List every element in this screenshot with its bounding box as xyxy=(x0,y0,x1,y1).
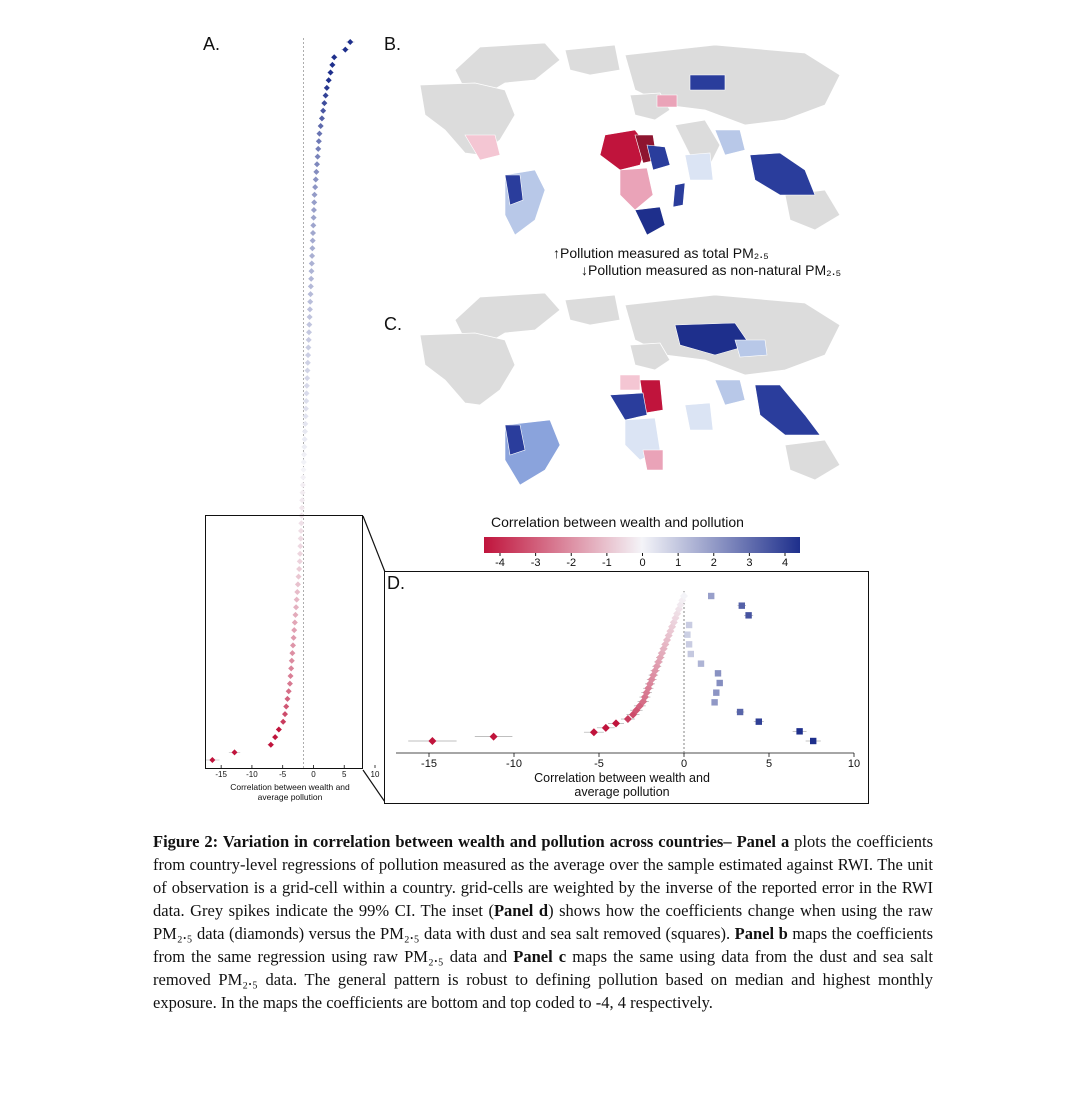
panel-d-square xyxy=(737,709,743,715)
panel-d-square xyxy=(810,738,816,744)
panel-a-point xyxy=(328,70,334,76)
panel-d-square xyxy=(756,718,762,724)
panel-d-square xyxy=(796,728,802,734)
panel-a-point xyxy=(307,299,313,305)
panel-a-point xyxy=(300,467,306,473)
panel-a-point xyxy=(308,276,314,282)
legend-tick-label: -4 xyxy=(495,557,505,569)
panel-a-point xyxy=(301,459,307,465)
panel-a-point xyxy=(313,169,319,175)
panel-a-point xyxy=(312,192,318,198)
panel-a-point xyxy=(301,451,307,457)
caption-panel-c: Panel c xyxy=(513,947,567,966)
map-b xyxy=(385,35,860,255)
panel-a-point xyxy=(314,161,320,167)
panel-d-xlabel: Correlation between wealth and average pollution xyxy=(534,771,710,799)
panel-a-point xyxy=(331,54,337,60)
panel-a-point xyxy=(308,283,314,289)
caption-panel-a: Panel a xyxy=(736,832,790,851)
panel-a-point xyxy=(302,429,308,435)
panel-a-point xyxy=(300,474,306,480)
panel-a-point xyxy=(304,367,310,373)
panel-d-square xyxy=(688,651,694,657)
legend-tick-label: 0 xyxy=(639,557,646,569)
legend-tick-label: 1 xyxy=(675,557,682,569)
legend-tick-label: -2 xyxy=(566,557,577,569)
panel-a-point xyxy=(315,154,321,160)
legend-tick-label: 3 xyxy=(746,557,753,569)
panel-a-point xyxy=(306,322,312,328)
panel-a-point xyxy=(315,146,321,152)
panel-a-point xyxy=(310,230,316,236)
panel-a-tick-label: -5 xyxy=(279,770,287,779)
panel-a-tick-label: 0 xyxy=(311,770,316,779)
panel-c-letter: C. xyxy=(384,314,402,334)
panel-d-tick-label: -15 xyxy=(421,758,437,770)
panel-a-point xyxy=(326,77,332,83)
panel-a-point xyxy=(320,108,326,114)
panel-a-point xyxy=(313,176,319,182)
panel-a-point xyxy=(305,360,311,366)
panel-a-point xyxy=(310,238,316,244)
caption-panel-b: Panel b xyxy=(734,924,788,943)
legend-colorbar xyxy=(484,537,800,553)
legend-tick-label: -3 xyxy=(530,557,541,569)
panel-d-square xyxy=(698,660,704,666)
panel-d-diamond xyxy=(612,719,620,727)
panel-d-tick-label: 0 xyxy=(680,758,688,770)
panel-a-point xyxy=(305,345,311,351)
panel-d-square xyxy=(711,699,717,705)
map-note-non-natural: ↓Pollution measured as non-natural PM₂.₅ xyxy=(581,262,842,278)
panel-d-square xyxy=(739,602,745,608)
panel-a-inset-box xyxy=(205,515,363,769)
caption-part2: ) shows how the coefficients change when using the raw PM₂.₅ data (diamonds) versus the PM₂.₅ data with dust and sea salt removed (squares). xyxy=(153,901,934,943)
caption-part4: maps the same using data from the dust and sea salt removed PM₂.₅ data. The general pattern is robust to defining pollution based on median and highest monthly exposure. In the maps the coefficients are bottom and top coded to -4, 4 respectively. xyxy=(153,947,933,1012)
map-c xyxy=(385,285,860,510)
caption-panel-d: Panel d xyxy=(493,901,549,920)
panel-d-diamond xyxy=(602,724,610,732)
panel-d-square xyxy=(745,612,751,618)
panel-a-xlabel: Correlation between wealth and average pollution xyxy=(230,782,350,802)
panel-a-point xyxy=(329,62,335,68)
panel-d-tick-label: -5 xyxy=(594,758,604,770)
color-legend xyxy=(480,535,810,571)
panel-d-square xyxy=(684,631,690,637)
caption-part1: plots the coefficients from country-level regressions of pollution measured as the average over the sample estimated against RWI. The unit of observation is a grid-cell within a country. grid-cells are weighted by the inverse of the reported error in the RWI data. Grey spikes indicate the 99% CI. The inset ( xyxy=(153,832,934,920)
legend-tick-label: 2 xyxy=(710,557,717,569)
panel-a-tick-label: -15 xyxy=(215,770,227,779)
panel-a-point xyxy=(307,306,313,312)
panel-a-point xyxy=(300,482,306,488)
panel-b-letter: B. xyxy=(384,34,402,54)
panel-a-point xyxy=(310,222,316,228)
panel-a-point xyxy=(304,383,310,389)
panel-d-diamond xyxy=(490,733,498,741)
panel-a-point xyxy=(318,123,324,129)
panel-d-square xyxy=(717,680,723,686)
panel-d-square xyxy=(715,670,721,676)
panel-a-point xyxy=(308,291,314,297)
panel-a-point xyxy=(316,138,322,144)
panel-d-tick-label: -10 xyxy=(506,758,522,770)
panel-d-letter: D. xyxy=(387,573,405,593)
panel-a-point xyxy=(306,337,312,343)
panel-d-tick-label: 5 xyxy=(765,758,773,770)
panel-a-point xyxy=(304,390,310,396)
panel-d-square xyxy=(713,689,719,695)
panel-a-point xyxy=(303,398,309,404)
panel-a-tick-label: -10 xyxy=(246,770,258,779)
panel-d-square xyxy=(708,593,714,599)
panel-a-point xyxy=(342,47,348,53)
legend-tick-label: 4 xyxy=(781,557,789,569)
panel-a-point xyxy=(302,436,308,442)
panel-a-point xyxy=(319,115,325,121)
panel-a-point xyxy=(300,490,306,496)
panel-d-diamond xyxy=(428,737,436,745)
panel-a-tick-label: 5 xyxy=(342,770,347,779)
panel-a-point xyxy=(304,375,310,381)
figure-caption xyxy=(153,830,933,1014)
panel-a-point xyxy=(311,199,317,205)
panel-a-point xyxy=(324,85,330,91)
panel-d-plot xyxy=(384,571,869,804)
panel-a-tick-label: 10 xyxy=(370,770,380,779)
panel-a-point xyxy=(299,497,305,503)
caption-lead: Figure 2: Variation in correlation between wealth and pollution across countries– xyxy=(153,832,732,851)
panel-d-diamond xyxy=(590,728,598,736)
legend-tick-label: -1 xyxy=(601,557,612,569)
panel-a-point xyxy=(311,207,317,213)
panel-a-point xyxy=(323,92,329,98)
panel-a-point xyxy=(311,215,317,221)
panel-a-x-axis xyxy=(205,765,380,781)
panel-a-point xyxy=(301,444,307,450)
panel-a-point xyxy=(316,131,322,137)
panel-d-square xyxy=(686,641,692,647)
panel-a-point xyxy=(309,253,315,259)
panel-a-point xyxy=(309,261,315,267)
panel-d-points xyxy=(408,592,821,745)
panel-d-square xyxy=(686,622,692,628)
legend-title: Correlation between wealth and pollution xyxy=(491,514,744,530)
panel-a-point xyxy=(305,352,311,358)
panel-a-point xyxy=(308,268,314,274)
caption-part3: maps the coefficients from the same regression using raw PM₂.₅ data and xyxy=(153,924,934,966)
panel-a-letter: A. xyxy=(203,34,221,54)
panel-d-tick-label: 10 xyxy=(847,758,861,770)
panel-a-point xyxy=(312,184,318,190)
map-note-total: ↑Pollution measured as total PM₂.₅ xyxy=(553,245,769,261)
panel-a-point xyxy=(347,39,353,45)
panel-a-point xyxy=(321,100,327,106)
panel-a-point xyxy=(306,329,312,335)
panel-a-point xyxy=(299,505,305,511)
panel-a-point xyxy=(307,314,313,320)
panel-a-point xyxy=(309,245,315,251)
